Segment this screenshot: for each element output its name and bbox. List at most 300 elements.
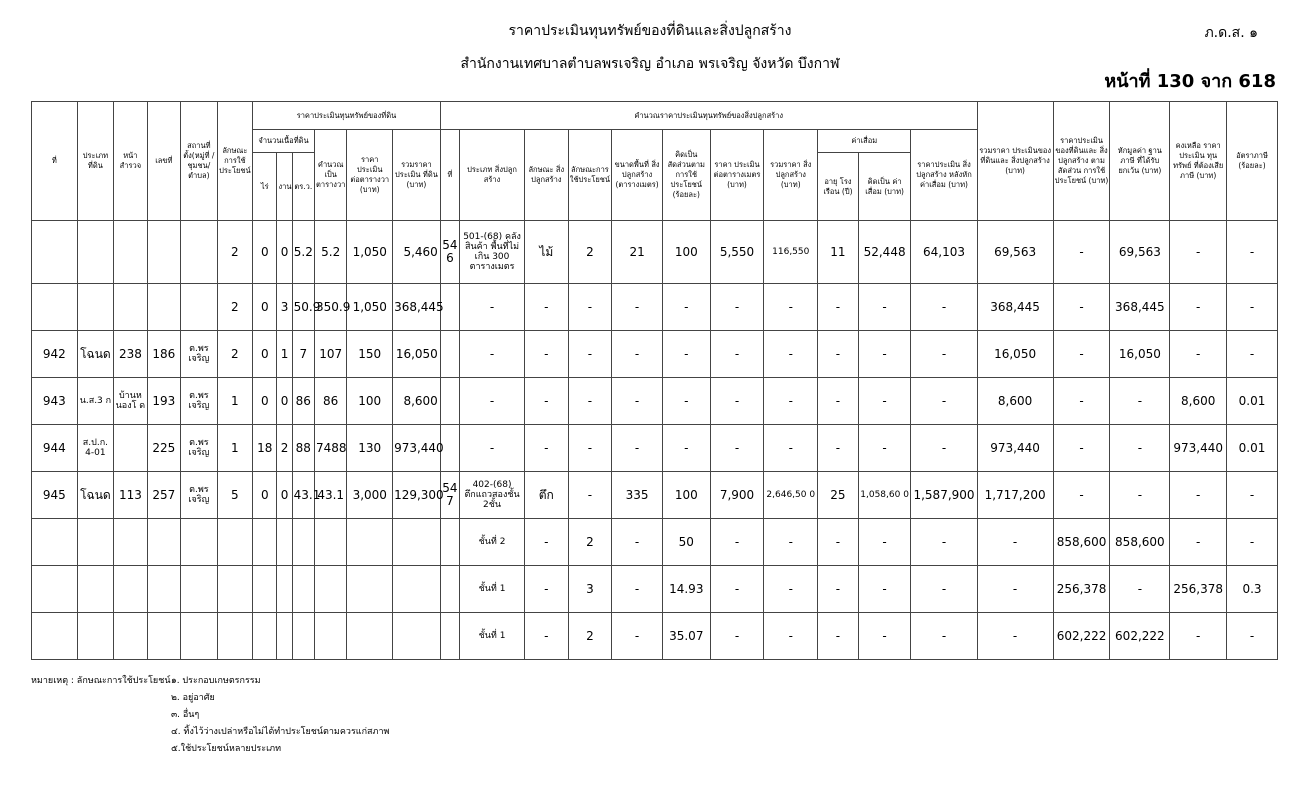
table-cell: 3 [568, 566, 612, 613]
table-cell: ชั้นที่ 2 [460, 519, 525, 566]
table-cell: - [911, 378, 977, 425]
table-cell: - [1227, 221, 1278, 284]
table-cell: - [1110, 566, 1170, 613]
table-cell: 5.2 [314, 221, 346, 284]
table-cell: 2 [277, 425, 292, 472]
col-building-usage: ลักษณะการ ใช้ประโยชน์ [568, 130, 612, 221]
table-cell: - [612, 331, 663, 378]
table-cell: 0 [277, 472, 292, 519]
col-ngan: งาน [277, 153, 292, 221]
table-cell: 116,550 [764, 221, 818, 284]
table-cell: - [858, 331, 911, 378]
table-cell: 3 [277, 284, 292, 331]
table-cell [181, 284, 218, 331]
table-cell [393, 613, 441, 660]
table-cell: 100 [347, 378, 393, 425]
col-building-total: รวมราคา สิ่งปลูกสร้าง (บาท) [764, 130, 818, 221]
table-cell: 2 [568, 221, 612, 284]
table-cell: - [818, 425, 859, 472]
table-cell: - [612, 425, 663, 472]
table-cell: 16,050 [393, 331, 441, 378]
table-cell: - [1110, 472, 1170, 519]
table-cell: 0 [277, 221, 292, 284]
table-cell: - [525, 519, 569, 566]
table-cell: - [612, 284, 663, 331]
table-cell: - [977, 613, 1053, 660]
table-cell: 107 [314, 331, 346, 378]
table-cell: ต.พร เจริญ [181, 378, 218, 425]
table-cell [347, 566, 393, 613]
table-cell: 14.93 [662, 566, 710, 613]
table-row [32, 378, 1278, 425]
group-building-header: คำนวณราคาประเมินทุนทรัพย์ของสิ่งปลูกสร้าง [440, 102, 977, 130]
table-cell [77, 519, 114, 566]
table-cell: 5,460 [393, 221, 441, 284]
table-cell: - [662, 284, 710, 331]
col-sum: รวมราคา ประเมินของ ที่ดินและ สิ่งปลูกสร้าง (บาท) [977, 102, 1053, 221]
table-row [32, 566, 1278, 613]
table-cell: 5.2 [292, 221, 314, 284]
table-cell: 5,550 [710, 221, 764, 284]
table-cell: - [1053, 425, 1110, 472]
table-cell: - [858, 566, 911, 613]
note-item: ๔. ทิ้งไว้ว่างเปล่าหรือไม่ได้ทำประโยชน์ตามควรแก่สภาพ [171, 727, 390, 737]
table-row [32, 519, 1278, 566]
table-cell: ชั้นที่ 1 [460, 566, 525, 613]
table-cell [292, 519, 314, 566]
table-cell: 973,440 [977, 425, 1053, 472]
table-cell: - [568, 472, 612, 519]
table-cell: 368,445 [977, 284, 1053, 331]
table-cell: - [1227, 284, 1278, 331]
table-cell: 25 [818, 472, 859, 519]
table-cell: 64,103 [911, 221, 977, 284]
table-cell [32, 613, 78, 660]
table-cell: - [1053, 472, 1110, 519]
table-cell: - [460, 378, 525, 425]
table-row [32, 284, 1278, 331]
table-cell: 238 [114, 331, 147, 378]
table-cell: 225 [147, 425, 180, 472]
table-cell: - [818, 331, 859, 378]
table-cell [217, 566, 253, 613]
table-cell [314, 613, 346, 660]
table-cell: - [460, 331, 525, 378]
col-remaining: คงเหลือ ราคาประเมิน ทุนทรัพย์ ที่ต้องเสียภาษี (บาท) [1170, 102, 1227, 221]
table-cell: - [977, 566, 1053, 613]
table-cell: - [1170, 221, 1227, 284]
table-cell: 402-(68) ตึกแถวสองชั้น 2ชั้น [460, 472, 525, 519]
table-cell [181, 519, 218, 566]
table-cell: 2 [217, 331, 253, 378]
table-cell: - [1053, 331, 1110, 378]
table-cell: - [911, 284, 977, 331]
table-cell [181, 221, 218, 284]
table-cell [32, 221, 78, 284]
table-cell [440, 519, 459, 566]
table-cell: - [710, 331, 764, 378]
table-cell: - [1170, 331, 1227, 378]
table-cell [292, 613, 314, 660]
table-cell: - [568, 331, 612, 378]
table-cell [77, 613, 114, 660]
table-cell: 973,440 [393, 425, 441, 472]
table-cell: - [858, 519, 911, 566]
table-cell: 43.1 [314, 472, 346, 519]
table-cell: - [1053, 378, 1110, 425]
table-cell: ส.ป.ก. 4-01 [77, 425, 114, 472]
table-cell: - [911, 566, 977, 613]
col-building-area: ขนาดพื้นที่ สิ่งปลูกสร้าง (ตารางเมตร) [612, 130, 663, 221]
table-cell [147, 519, 180, 566]
table-cell: 129,300 [393, 472, 441, 519]
col-number: เลขที่ [147, 102, 180, 221]
table-cell [114, 613, 147, 660]
table-cell [147, 221, 180, 284]
table-cell: ไม้ [525, 221, 569, 284]
form-code: ภ.ด.ส. ๑ [1204, 25, 1258, 41]
table-cell: - [911, 331, 977, 378]
table-cell: 1 [217, 425, 253, 472]
table-cell: - [525, 331, 569, 378]
table-row [32, 472, 1278, 519]
table-cell: - [662, 378, 710, 425]
table-cell [32, 566, 78, 613]
note-item: ๕.ใช้ประโยชน์หลายประเภท [171, 744, 282, 754]
table-cell: - [525, 284, 569, 331]
table-cell: - [1227, 519, 1278, 566]
table-cell: 1 [277, 331, 292, 378]
table-cell: - [764, 284, 818, 331]
table-cell: 2 [217, 284, 253, 331]
table-cell: 257 [147, 472, 180, 519]
table-cell: โฉนด [77, 472, 114, 519]
table-cell: 0 [253, 472, 277, 519]
table-cell: - [764, 331, 818, 378]
table-cell: 2,646,50 0 [764, 472, 818, 519]
document-title: ราคาประเมินทุนทรัพย์ของที่ดินและสิ่งปลูกสร้าง [508, 23, 792, 39]
table-cell: 973,440 [1170, 425, 1227, 472]
col-building-character: ลักษณะ สิ่งปลูกสร้าง [525, 130, 569, 221]
table-cell: - [710, 613, 764, 660]
table-cell: 35.07 [662, 613, 710, 660]
table-cell: 50.9 [292, 284, 314, 331]
table-cell: 0 [253, 378, 277, 425]
table-cell: 8,600 [393, 378, 441, 425]
table-cell: 88 [292, 425, 314, 472]
table-cell: - [568, 425, 612, 472]
table-cell: - [460, 284, 525, 331]
table-cell: - [1227, 331, 1278, 378]
table-cell: 7488 [314, 425, 346, 472]
table-cell: 100 [662, 472, 710, 519]
table-cell: - [710, 284, 764, 331]
table-cell: - [1170, 519, 1227, 566]
table-cell: 54 7 [440, 472, 459, 519]
table-cell: ชั้นที่ 1 [460, 613, 525, 660]
table-cell: บ้านห นองโ ด [114, 378, 147, 425]
table-cell: - [764, 519, 818, 566]
table-cell: 350.9 [314, 284, 346, 331]
table-cell: 501-(68) คลังสินค้า พื้นที่ไม่เกิน 300 ตารางเมตร [460, 221, 525, 284]
document-subtitle: สำนักงานเทศบาลตำบลพรเจริญ อำเภอ พรเจริญ จังหวัด บึงกาฬ [460, 56, 840, 72]
table-cell: - [1110, 425, 1170, 472]
col-no: ที่ [32, 102, 78, 221]
table-cell [314, 566, 346, 613]
table-cell: 1,058,60 0 [858, 472, 911, 519]
table-cell: 7 [292, 331, 314, 378]
col-price-per-wa: ราคา ประเมิน ต่อตารางวา (บาท) [347, 130, 393, 221]
table-cell: - [858, 613, 911, 660]
table-cell: - [460, 425, 525, 472]
table-cell: - [710, 566, 764, 613]
table-cell: 858,600 [1053, 519, 1110, 566]
table-cell: 943 [32, 378, 78, 425]
table-cell [147, 613, 180, 660]
table-cell [32, 284, 78, 331]
table-cell: 16,050 [1110, 331, 1170, 378]
table-cell: 602,222 [1110, 613, 1170, 660]
col-building-no: ที่ [440, 130, 459, 221]
group-land-header: ราคาประเมินทุนทรัพย์ของที่ดิน [253, 102, 441, 130]
table-cell [277, 519, 292, 566]
notes-section [31, 673, 389, 758]
table-cell: - [710, 378, 764, 425]
col-calc-wa: คำนวณ เป็น ตารางวา [314, 130, 346, 221]
table-cell: - [568, 378, 612, 425]
col-building-after-depr: ราคาประเมิน สิ่งปลูกสร้าง หลังหัก ค่าเสื่อม (บาท) [911, 130, 977, 221]
table-cell: - [662, 425, 710, 472]
table-cell: - [1053, 284, 1110, 331]
table-cell: 86 [314, 378, 346, 425]
table-cell: 52,448 [858, 221, 911, 284]
note-item: ๓. อื่นๆ [171, 710, 200, 720]
table-cell [77, 221, 114, 284]
table-cell [114, 221, 147, 284]
table-cell: 186 [147, 331, 180, 378]
table-cell: - [612, 566, 663, 613]
sub-area-header: จำนวนเนื้อที่ดิน [253, 130, 315, 153]
table-cell: 2 [568, 613, 612, 660]
table-cell: 0.01 [1227, 425, 1278, 472]
table-cell: 2 [217, 221, 253, 284]
table-cell: - [1227, 472, 1278, 519]
table-cell: - [858, 378, 911, 425]
table-cell: 50 [662, 519, 710, 566]
table-cell: - [710, 425, 764, 472]
table-cell: - [818, 613, 859, 660]
table-cell: 2 [568, 519, 612, 566]
table-cell: - [1110, 378, 1170, 425]
table-cell [253, 519, 277, 566]
table-cell [314, 519, 346, 566]
table-cell: 942 [32, 331, 78, 378]
table-row [32, 221, 1278, 284]
table-row [32, 331, 1278, 378]
table-cell [440, 331, 459, 378]
table-cell: 0 [253, 284, 277, 331]
table-cell: 193 [147, 378, 180, 425]
table-cell [114, 519, 147, 566]
table-cell: - [977, 519, 1053, 566]
table-cell [393, 566, 441, 613]
table-cell: 368,445 [393, 284, 441, 331]
col-deduction: หักมูลค่า ฐานภาษี ที่ได้รับ ยกเว้น (บาท) [1110, 102, 1170, 221]
table-cell: 256,378 [1170, 566, 1227, 613]
table-cell [277, 613, 292, 660]
table-cell: - [911, 519, 977, 566]
col-land-total: รวมราคา ประเมิน ที่ดิน (บาท) [393, 130, 441, 221]
table-cell: - [525, 425, 569, 472]
table-cell [181, 566, 218, 613]
table-cell [253, 566, 277, 613]
table-cell: 69,563 [1110, 221, 1170, 284]
table-cell: - [818, 284, 859, 331]
table-row [32, 425, 1278, 472]
table-cell [393, 519, 441, 566]
table-cell: 335 [612, 472, 663, 519]
table-cell: - [818, 378, 859, 425]
col-location: สถานที่ ตั้ง(หมู่ที่ /ชุมชน/ ตำบล) [181, 102, 218, 221]
col-building-age: อายุ โรงเรือน (ปี) [818, 153, 859, 221]
table-cell: 0 [277, 378, 292, 425]
table-cell: - [1170, 613, 1227, 660]
table-cell: - [525, 613, 569, 660]
table-cell [114, 566, 147, 613]
table-cell: 5 [217, 472, 253, 519]
notes-label: หมายเหตุ : ลักษณะการใช้ประโยชน์ [31, 676, 171, 686]
table-cell [440, 378, 459, 425]
table-cell: - [525, 378, 569, 425]
table-cell: - [858, 425, 911, 472]
col-land-type: ประเภท ที่ดิน [77, 102, 114, 221]
table-cell [253, 613, 277, 660]
table-cell [114, 425, 147, 472]
table-cell [217, 519, 253, 566]
table-cell: 0.01 [1227, 378, 1278, 425]
table-cell: 1,050 [347, 284, 393, 331]
table-cell: 69,563 [977, 221, 1053, 284]
table-cell: 54 6 [440, 221, 459, 284]
table-cell: 16,050 [977, 331, 1053, 378]
table-cell: 1,717,200 [977, 472, 1053, 519]
table-cell [32, 519, 78, 566]
table-cell: ต.พร เจริญ [181, 472, 218, 519]
table-cell [147, 284, 180, 331]
table-cell: - [911, 425, 977, 472]
table-cell [114, 284, 147, 331]
table-cell: - [858, 284, 911, 331]
table-cell: 150 [347, 331, 393, 378]
table-cell: 8,600 [977, 378, 1053, 425]
table-cell: 18 [253, 425, 277, 472]
table-cell: 0 [253, 221, 277, 284]
table-cell: 43.1 [292, 472, 314, 519]
table-cell: 113 [114, 472, 147, 519]
table-cell: - [568, 284, 612, 331]
table-cell [292, 566, 314, 613]
table-cell [440, 613, 459, 660]
page-number: หน้าที่ 130 จาก 618 [1104, 71, 1276, 92]
table-cell: 130 [347, 425, 393, 472]
table-cell: - [612, 519, 663, 566]
table-cell: 7,900 [710, 472, 764, 519]
table-cell: 21 [612, 221, 663, 284]
table-cell: - [1170, 284, 1227, 331]
table-cell [347, 519, 393, 566]
table-cell: 256,378 [1053, 566, 1110, 613]
table-cell: - [662, 331, 710, 378]
table-cell: 100 [662, 221, 710, 284]
table-cell [77, 284, 114, 331]
table-cell: - [1170, 472, 1227, 519]
table-cell [277, 566, 292, 613]
table-cell: - [710, 519, 764, 566]
table-cell: 858,600 [1110, 519, 1170, 566]
col-usage: ลักษณะ การใช้ ประโยชน์ [217, 102, 253, 221]
col-proportional: ราคาประเมิน ของที่ดินและ สิ่งปลูกสร้าง ตามสัดส่วน การใช้ประโยชน์ (บาท) [1053, 102, 1110, 221]
table-cell [147, 566, 180, 613]
table-cell: 1,587,900 [911, 472, 977, 519]
note-item: ๑. ประกอบเกษตรกรรม [171, 676, 261, 686]
table-cell: 86 [292, 378, 314, 425]
table-cell [440, 566, 459, 613]
table-cell [181, 613, 218, 660]
table-cell: 1 [217, 378, 253, 425]
sub-depreciation-header: ค่าเสื่อม [818, 130, 911, 153]
table-cell: 1,050 [347, 221, 393, 284]
table-cell: ต.พร เจริญ [181, 331, 218, 378]
table-cell: - [1227, 613, 1278, 660]
table-cell: ตึก [525, 472, 569, 519]
table-cell: 602,222 [1053, 613, 1110, 660]
note-item: ๒. อยู่อาศัย [171, 693, 215, 703]
table-cell: โฉนด [77, 331, 114, 378]
table-cell: - [612, 378, 663, 425]
table-cell: น.ส.3 ก [77, 378, 114, 425]
col-sq-wa: ตร.ว. [292, 153, 314, 221]
table-cell [217, 613, 253, 660]
table-cell: 945 [32, 472, 78, 519]
table-cell: 0 [253, 331, 277, 378]
table-cell: - [818, 566, 859, 613]
col-building-price-sqm: ราคา ประเมิน ต่อตารางเมตร (บาท) [710, 130, 764, 221]
table-cell: - [764, 425, 818, 472]
table-cell: 0.3 [1227, 566, 1278, 613]
table-cell: - [911, 613, 977, 660]
table-row [32, 613, 1278, 660]
table-cell: - [764, 613, 818, 660]
table-cell: - [1053, 221, 1110, 284]
col-tax-rate: อัตราภาษี (ร้อยละ) [1227, 102, 1278, 221]
table-cell: 368,445 [1110, 284, 1170, 331]
table-cell: - [525, 566, 569, 613]
table-cell: - [612, 613, 663, 660]
table-cell: 3,000 [347, 472, 393, 519]
col-rai: ไร่ [253, 153, 277, 221]
table-cell [347, 613, 393, 660]
table-cell: 8,600 [1170, 378, 1227, 425]
table-cell: 944 [32, 425, 78, 472]
col-depreciation-amount: คิดเป็น ค่าเสื่อม (บาท) [858, 153, 911, 221]
col-building-type: ประเภท สิ่งปลูกสร้าง [460, 130, 525, 221]
col-building-percent: คิดเป็น สัดส่วนตาม การใช้ ประโยชน์ (ร้อยละ) [662, 130, 710, 221]
table-cell: ต.พร เจริญ [181, 425, 218, 472]
assessment-table [31, 101, 1278, 660]
table-cell [77, 566, 114, 613]
col-survey-page: หน้า สำรวจ [114, 102, 147, 221]
table-cell: - [818, 519, 859, 566]
